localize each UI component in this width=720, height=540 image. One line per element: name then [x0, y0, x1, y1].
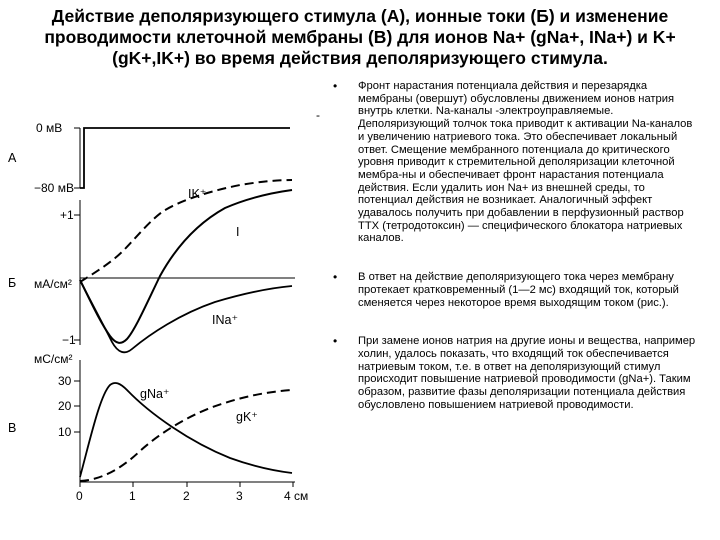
stimulus-step-line — [80, 128, 290, 188]
ina-curve-label: INa⁺ — [212, 313, 239, 327]
title-line-2: проводимости клеточной мембраны (В) для ионов Na+ (gNa+, INa+) и K+ — [44, 27, 676, 47]
panel-c-tick-label-10: 10 — [58, 425, 72, 439]
panel-c-tick-label-30: 30 — [58, 374, 72, 388]
gna-curve-label: gNa⁺ — [140, 387, 170, 401]
bullet-item — [330, 80, 698, 245]
bullet-item — [330, 335, 698, 411]
bullet-text: При замене ионов натрия на другие ионы и вещества, например холин, удалось показать, что входящий ток обеспечивается натриевым током, т.е. в ответ на деполяризующий стимул происходит повышение натриевой проводимости (gNa+). Таким образом, развитие фазы деполяризации потенциала действия обусловлено повышением натриевой проводимости. — [358, 335, 696, 411]
x-tick-label-0: 0 — [76, 489, 83, 503]
title-line-3: (gK+,IK+) во время действия деполяризующего стимула. — [112, 48, 608, 68]
panel-c-letter: В — [8, 421, 17, 435]
panel-a-tick-label-top: 0 мВ — [36, 121, 63, 135]
total-current-curve — [80, 190, 292, 343]
gna-conductance-curve — [80, 383, 292, 477]
panel-a-tick-label-bottom: −80 мВ — [34, 181, 74, 195]
bullet-list — [330, 80, 698, 411]
bullet-item — [330, 271, 698, 309]
panel-b-tick-label-plus: +1 — [60, 208, 74, 222]
bullet-marker: • — [333, 334, 338, 349]
panel-b-letter: Б — [8, 276, 17, 290]
ionic-currents-figure — [0, 0, 330, 540]
panel-b-tick-label-minus: −1 — [62, 333, 76, 347]
bullet-text: В ответ на действие деполяризующего тока через мембрану протекает кратковременный (1—2 мс) входящий ток, который сменяется через некоторое время выходящим током (рис.). — [358, 271, 679, 309]
x-tick-label-1: 1 — [129, 489, 136, 503]
bullet-marker: • — [333, 270, 338, 285]
x-tick-label-4: 4 см — [284, 489, 309, 503]
total-current-label: I — [236, 225, 240, 239]
x-tick-label-2: 2 — [183, 489, 190, 503]
ina-current-curve — [80, 280, 292, 352]
panel-b-tick-label-zero: мА/см² — [34, 277, 72, 291]
gk-curve-label: gK⁺ — [236, 410, 258, 424]
ik-curve-label: IK⁺ — [188, 187, 207, 201]
panel-c-tick-label-20: 20 — [58, 399, 72, 413]
panel-a-letter: А — [8, 151, 17, 165]
stray-dash: - — [316, 108, 320, 122]
bullet-text: Фронт нарастания потенциала действия и перезарядка мембраны (овершут) обусловлены движением ионов натрия внутрь клетки. Na-каналы -электроуправляемые. Деполяризующий толчок тока приводит к активации Na-каналов и увеличению натриевого тока. Это обеспечивает локальный ответ. Смещение мембранного потенциала до критического уровня приводит к стремительной деполяризации клеточной мембра-ны и обеспечивает фронт нарастания потенциала действия. Если удалить ион Na+ из внешней среды, то потенциал действия не возникает. Аналогичный эффект удавалось получить при добавлении в перфузионный раствор ТТХ (тетродотоксин) — специфического блокатора натриевых каналов. — [358, 80, 693, 245]
title-line-1: Действие деполяризующего стимула (А), ионные токи (Б) и изменение — [51, 6, 669, 26]
panel-c-unit-label: мС/см² — [34, 352, 73, 366]
x-tick-label-3: 3 — [236, 489, 243, 503]
bullet-marker: • — [333, 79, 338, 93]
